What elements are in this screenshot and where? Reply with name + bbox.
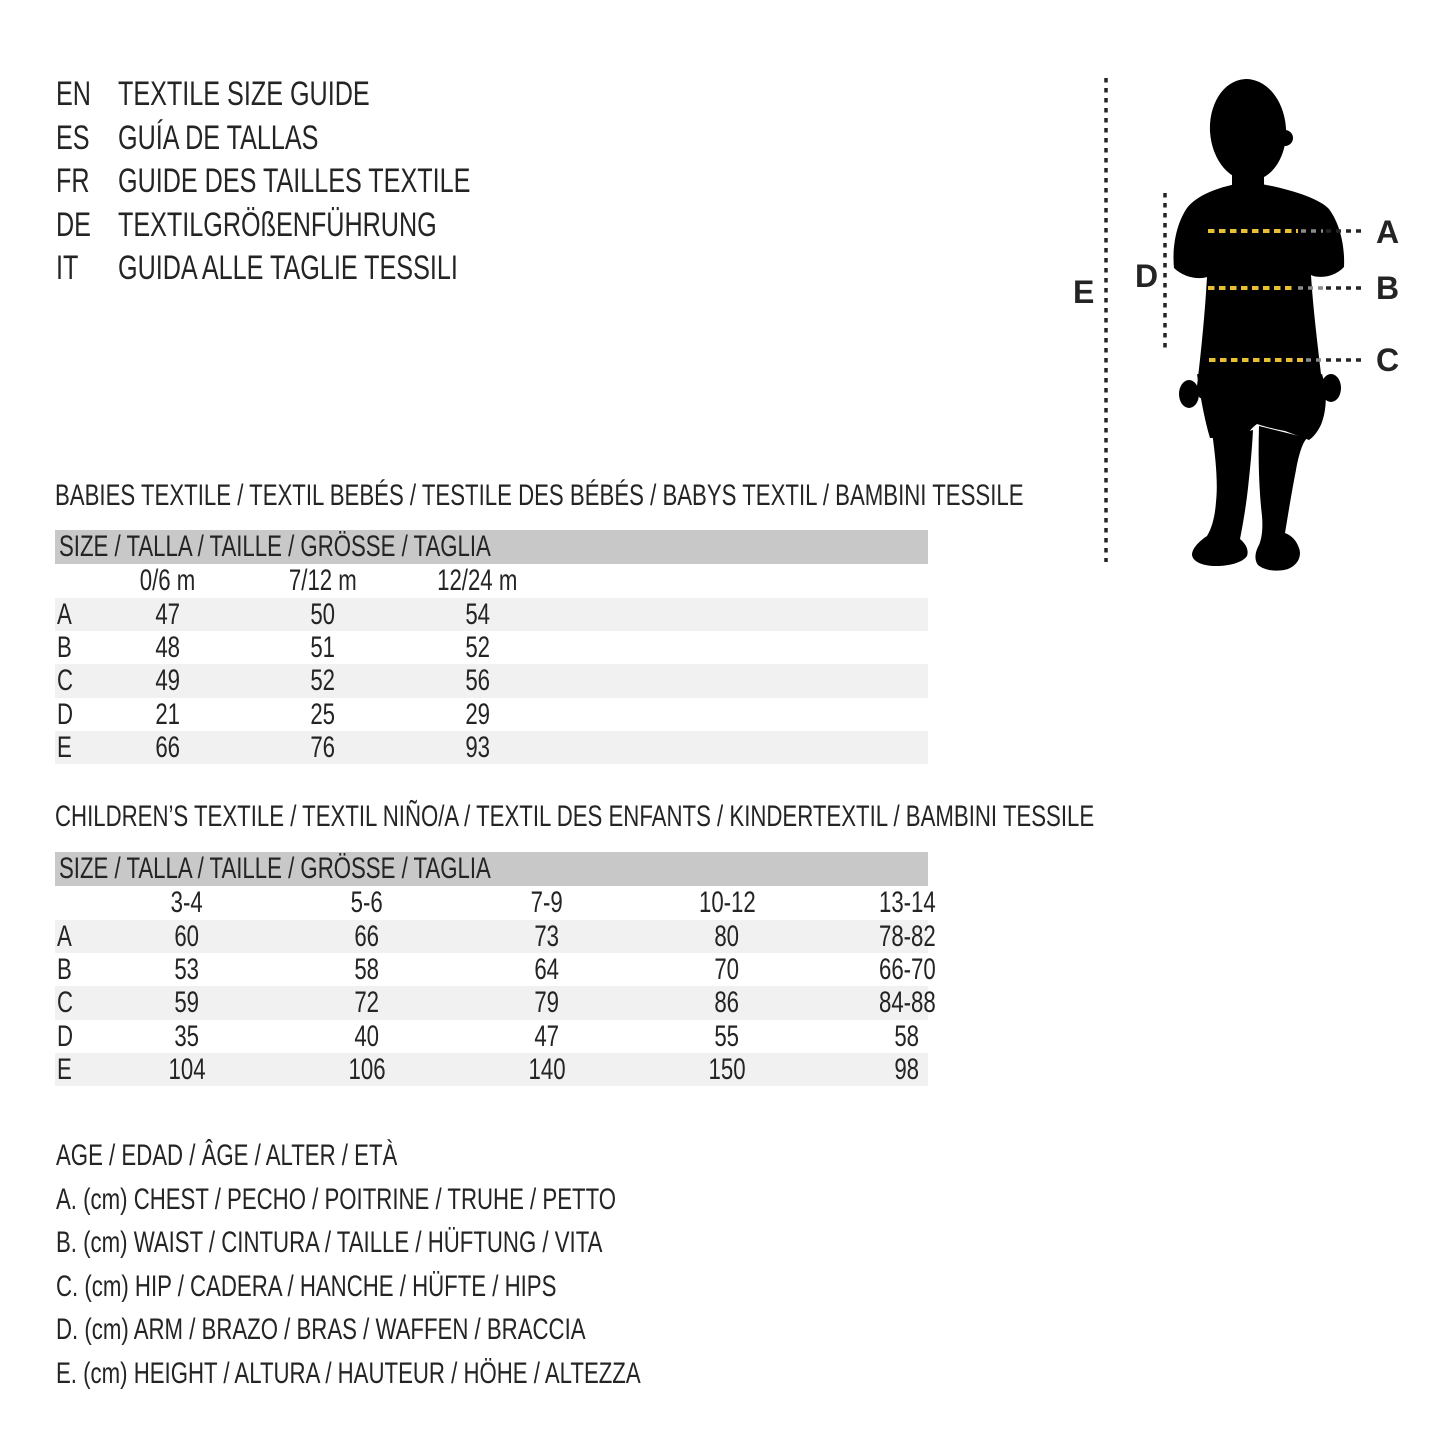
child-silhouette-figure	[1040, 60, 1420, 600]
cell: 55	[714, 1019, 740, 1053]
table-row	[55, 1020, 928, 1053]
cell: 58	[354, 953, 380, 987]
cell: 66	[354, 920, 380, 953]
row-label: A	[57, 920, 72, 953]
lang-code-de: DE	[56, 205, 91, 244]
children-size-table	[55, 852, 936, 1086]
row-label: E	[57, 730, 72, 764]
row-label: B	[57, 631, 72, 665]
legend-line-waist: B. (cm) WAIST / CINTURA / TAILLE / HÜFTUNG / VITA	[56, 1226, 603, 1260]
legend-line-height: E. (cm) HEIGHT / ALTURA / HAUTEUR / HÖHE / ALTEZZA	[56, 1356, 641, 1390]
cell: 21	[155, 697, 180, 731]
row-label: A	[57, 598, 72, 631]
cell: 52	[465, 631, 490, 665]
table-row	[55, 698, 928, 731]
cell: 98	[894, 1052, 920, 1086]
figure-label-a: A	[1376, 214, 1400, 250]
babies-heading-text: BABIES TEXTILE / TEXTIL BEBÉS / TESTILE DES BÉBÉS / BABYS TEXTIL / BAMBINI TESSILE	[55, 479, 1024, 512]
children-size-header-text: SIZE / TALLA / TAILLE / GRÖSSE / TAGLIA	[59, 852, 491, 885]
cell: 86	[714, 986, 740, 1020]
row-label: E	[57, 1052, 72, 1086]
figure-label-b: B	[1376, 270, 1400, 306]
lang-title-en: TEXTILE SIZE GUIDE	[118, 75, 370, 113]
row-label: B	[57, 953, 72, 987]
row-label: D	[57, 1019, 74, 1053]
cell: 50	[310, 598, 335, 631]
legend-line-age: AGE / EDAD / ÂGE / ALTER / ETÀ	[56, 1139, 398, 1172]
cell: 66	[155, 730, 180, 764]
cell: 106	[348, 1052, 386, 1086]
row-label: D	[57, 697, 74, 731]
babies-section-heading	[55, 479, 1364, 513]
cell: 79	[534, 986, 560, 1020]
lang-title-fr: GUIDE DES TAILLES TEXTILE	[118, 162, 471, 200]
table-row	[55, 986, 936, 1020]
lang-code-fr: FR	[56, 162, 90, 200]
babies-size-table	[55, 530, 928, 764]
cell: 84-88	[878, 986, 936, 1020]
legend-line-arm: D. (cm) ARM / BRAZO / BRAS / WAFFEN / BRACCIA	[56, 1313, 586, 1347]
cell: 56	[465, 664, 490, 698]
legend-line-chest: A. (cm) CHEST / PECHO / POITRINE / TRUHE / PETTO	[56, 1182, 617, 1216]
cell: 53	[174, 953, 200, 987]
children-heading-text: CHILDREN’S TEXTILE / TEXTIL NIÑO/A / TEXTIL DES ENFANTS / KINDERTEXTIL / BAMBINI TESSILE	[55, 800, 1095, 833]
cell: 35	[174, 1019, 200, 1053]
lang-title-it: GUIDA ALLE TAGLIE TESSILI	[118, 249, 458, 287]
figure-label-e: E	[1073, 274, 1095, 310]
table-row	[55, 920, 936, 953]
cell: 76	[310, 730, 335, 764]
cell: 93	[465, 730, 490, 764]
measurement-legend	[56, 1134, 846, 1396]
legend-line-hip: C. (cm) HIP / CADERA / HANCHE / HÜFTE / HIPS	[56, 1269, 557, 1303]
cell: 58	[894, 1019, 920, 1053]
figure-label-c: C	[1376, 342, 1400, 378]
cell: 64	[534, 953, 560, 987]
cell: 66-70	[878, 953, 936, 987]
cell: 48	[155, 631, 180, 665]
cell: 150	[708, 1052, 746, 1086]
babies-size-header-bar	[55, 530, 928, 564]
babies-col-3: 12/24 m	[437, 564, 518, 597]
cell: 60	[174, 920, 200, 953]
table-row	[55, 1053, 928, 1086]
table-row	[55, 631, 928, 664]
lang-title-es: GUÍA DE TALLAS	[118, 118, 319, 157]
children-col-1: 3-4	[170, 886, 204, 919]
cell: 78-82	[878, 920, 936, 953]
children-col-3: 7-9	[530, 886, 564, 919]
cell: 52	[310, 664, 335, 698]
cell: 25	[310, 697, 335, 731]
children-col-5: 13-14	[878, 886, 936, 919]
cell: 54	[465, 598, 490, 631]
cell: 104	[168, 1052, 206, 1086]
lang-code-it: IT	[56, 249, 79, 287]
cell: 80	[714, 920, 740, 953]
cell: 47	[534, 1019, 560, 1053]
cell: 49	[155, 664, 180, 698]
cell: 73	[534, 920, 560, 953]
lang-code-es: ES	[56, 118, 90, 157]
babies-col-2: 7/12 m	[288, 564, 357, 597]
table-row	[55, 953, 936, 987]
row-label: C	[57, 986, 74, 1020]
lang-code-en: EN	[56, 75, 91, 113]
children-col-4: 10-12	[698, 886, 756, 919]
cell: 59	[174, 986, 200, 1020]
children-column-header-row	[55, 886, 936, 920]
cell: 47	[155, 598, 180, 631]
figure-label-d: D	[1135, 258, 1159, 294]
children-section-heading	[55, 800, 1445, 834]
babies-column-header-row	[55, 564, 928, 598]
children-col-2: 5-6	[350, 886, 384, 919]
babies-rows	[55, 598, 928, 764]
cell: 72	[354, 986, 380, 1020]
cell: 140	[528, 1052, 566, 1086]
babies-col-1: 0/6 m	[139, 564, 196, 597]
table-row	[55, 598, 928, 631]
children-rows	[55, 920, 936, 1086]
cell: 70	[714, 953, 740, 987]
cell: 40	[354, 1019, 380, 1053]
lang-title-de: TEXTILGRÖßENFÜHRUNG	[118, 205, 437, 244]
cell: 29	[465, 697, 490, 731]
table-row	[55, 664, 928, 697]
table-row	[55, 731, 928, 764]
row-label: C	[57, 664, 74, 698]
children-size-header-bar	[55, 852, 928, 886]
cell: 51	[310, 631, 335, 665]
babies-size-header-text: SIZE / TALLA / TAILLE / GRÖSSE / TAGLIA	[59, 530, 491, 563]
